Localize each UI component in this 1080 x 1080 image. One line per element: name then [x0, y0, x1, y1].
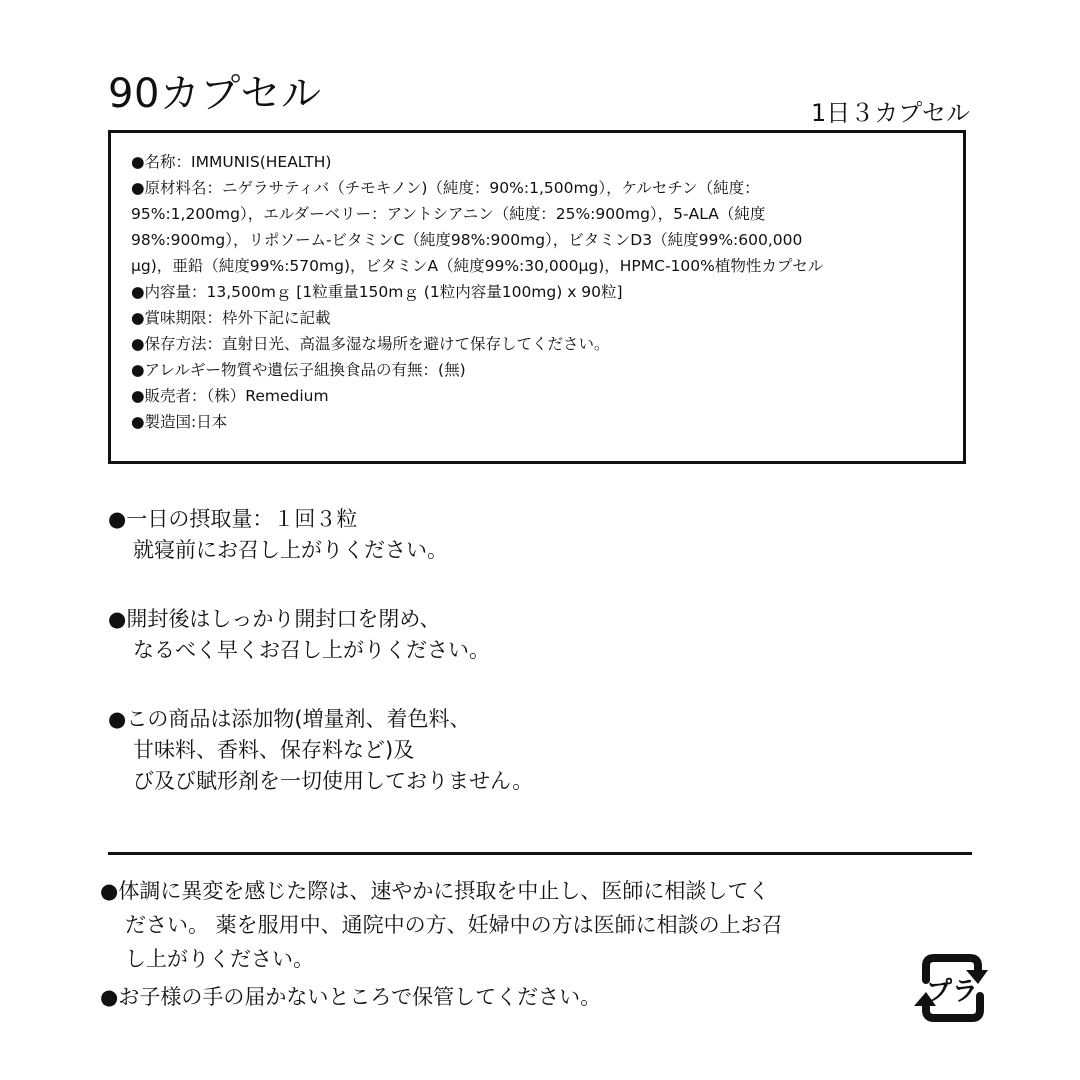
info-ingredients-line-2: 95%:1,200mg），エルダーベリー：アントシアニン（純度：25%:900mg），5-ALA（純度 [131, 205, 766, 223]
opened-line-1: ●開封後はしっかり開封口を閉め、 [108, 607, 441, 631]
info-name: ●名称：IMMUNIS(HEALTH) [131, 153, 332, 171]
health-warning [100, 874, 783, 976]
daily-dose-label: 1日３カプセル [810, 99, 970, 127]
product-title: 90カプセル [108, 71, 322, 117]
info-ingredients-line-3: 98%:900mg），リポソーム-ビタミンC（純度98%:900mg），ビタミンD3（純度99%:600,000 [131, 231, 803, 249]
opened-line-2: なるべく早くお召し上がりください。 [133, 638, 490, 662]
info-ingredients-line-1: ●原材料名：ニゲラサティバ（チモキノン)（純度：90%:1,500mg），ケルセチン（純度： [131, 179, 760, 197]
info-seller: ●販売者：（株）Remedium [131, 387, 329, 405]
health-warning-line-1: ●体調に異変を感じた際は、速やかに摂取を中止し、医師に相談してく [100, 879, 770, 903]
additive-line-1: ●この商品は添加物(増量剤、着色料、 [108, 707, 471, 731]
intake-line-1: ●一日の摂取量：１回３粒 [108, 507, 358, 531]
product-info-box [108, 130, 966, 464]
additive-note [108, 704, 533, 797]
info-expiry: ●賞味期限：枠外下記に記載 [131, 309, 331, 327]
additive-line-2: 甘味料、香料、保存料など)及 [133, 738, 415, 762]
section-divider [108, 852, 972, 855]
info-origin: ●製造国:日本 [131, 413, 228, 431]
info-ingredients-line-4: μg)，亜鉛（純度99%:570mg)，ビタミンA（純度99%:30,000μg)，HPMC-100%植物性カプセル [131, 257, 824, 275]
intake-note [108, 504, 448, 566]
info-storage: ●保存方法：直射日光、高温多湿な場所を避けて保存してください。 [131, 335, 610, 353]
info-content: ●内容量：13,500mｇ [1粒重量150mｇ (1粒内容量100mg) x 90粒] [131, 283, 623, 301]
info-allergy: ●アレルギー物質や遺伝子組換食品の有無：(無) [131, 361, 466, 379]
intake-line-2: 就寝前にお召し上がりください。 [133, 538, 448, 562]
plastic-recycle-mark [904, 950, 992, 1028]
children-warning: ●お子様の手の届かないところで保管してください。 [100, 985, 602, 1009]
health-warning-line-3: し上がりください。 [125, 947, 314, 971]
plastic-recycle-icon [904, 950, 992, 1028]
opened-note [108, 604, 490, 666]
health-warning-line-2: ださい。 薬を服用中、通院中の方、妊婦中の方は医師に相談の上お召 [125, 913, 783, 937]
recycle-label: プラ [925, 977, 979, 1007]
additive-line-3: び及び賦形剤を一切使用しておりません。 [133, 769, 534, 793]
